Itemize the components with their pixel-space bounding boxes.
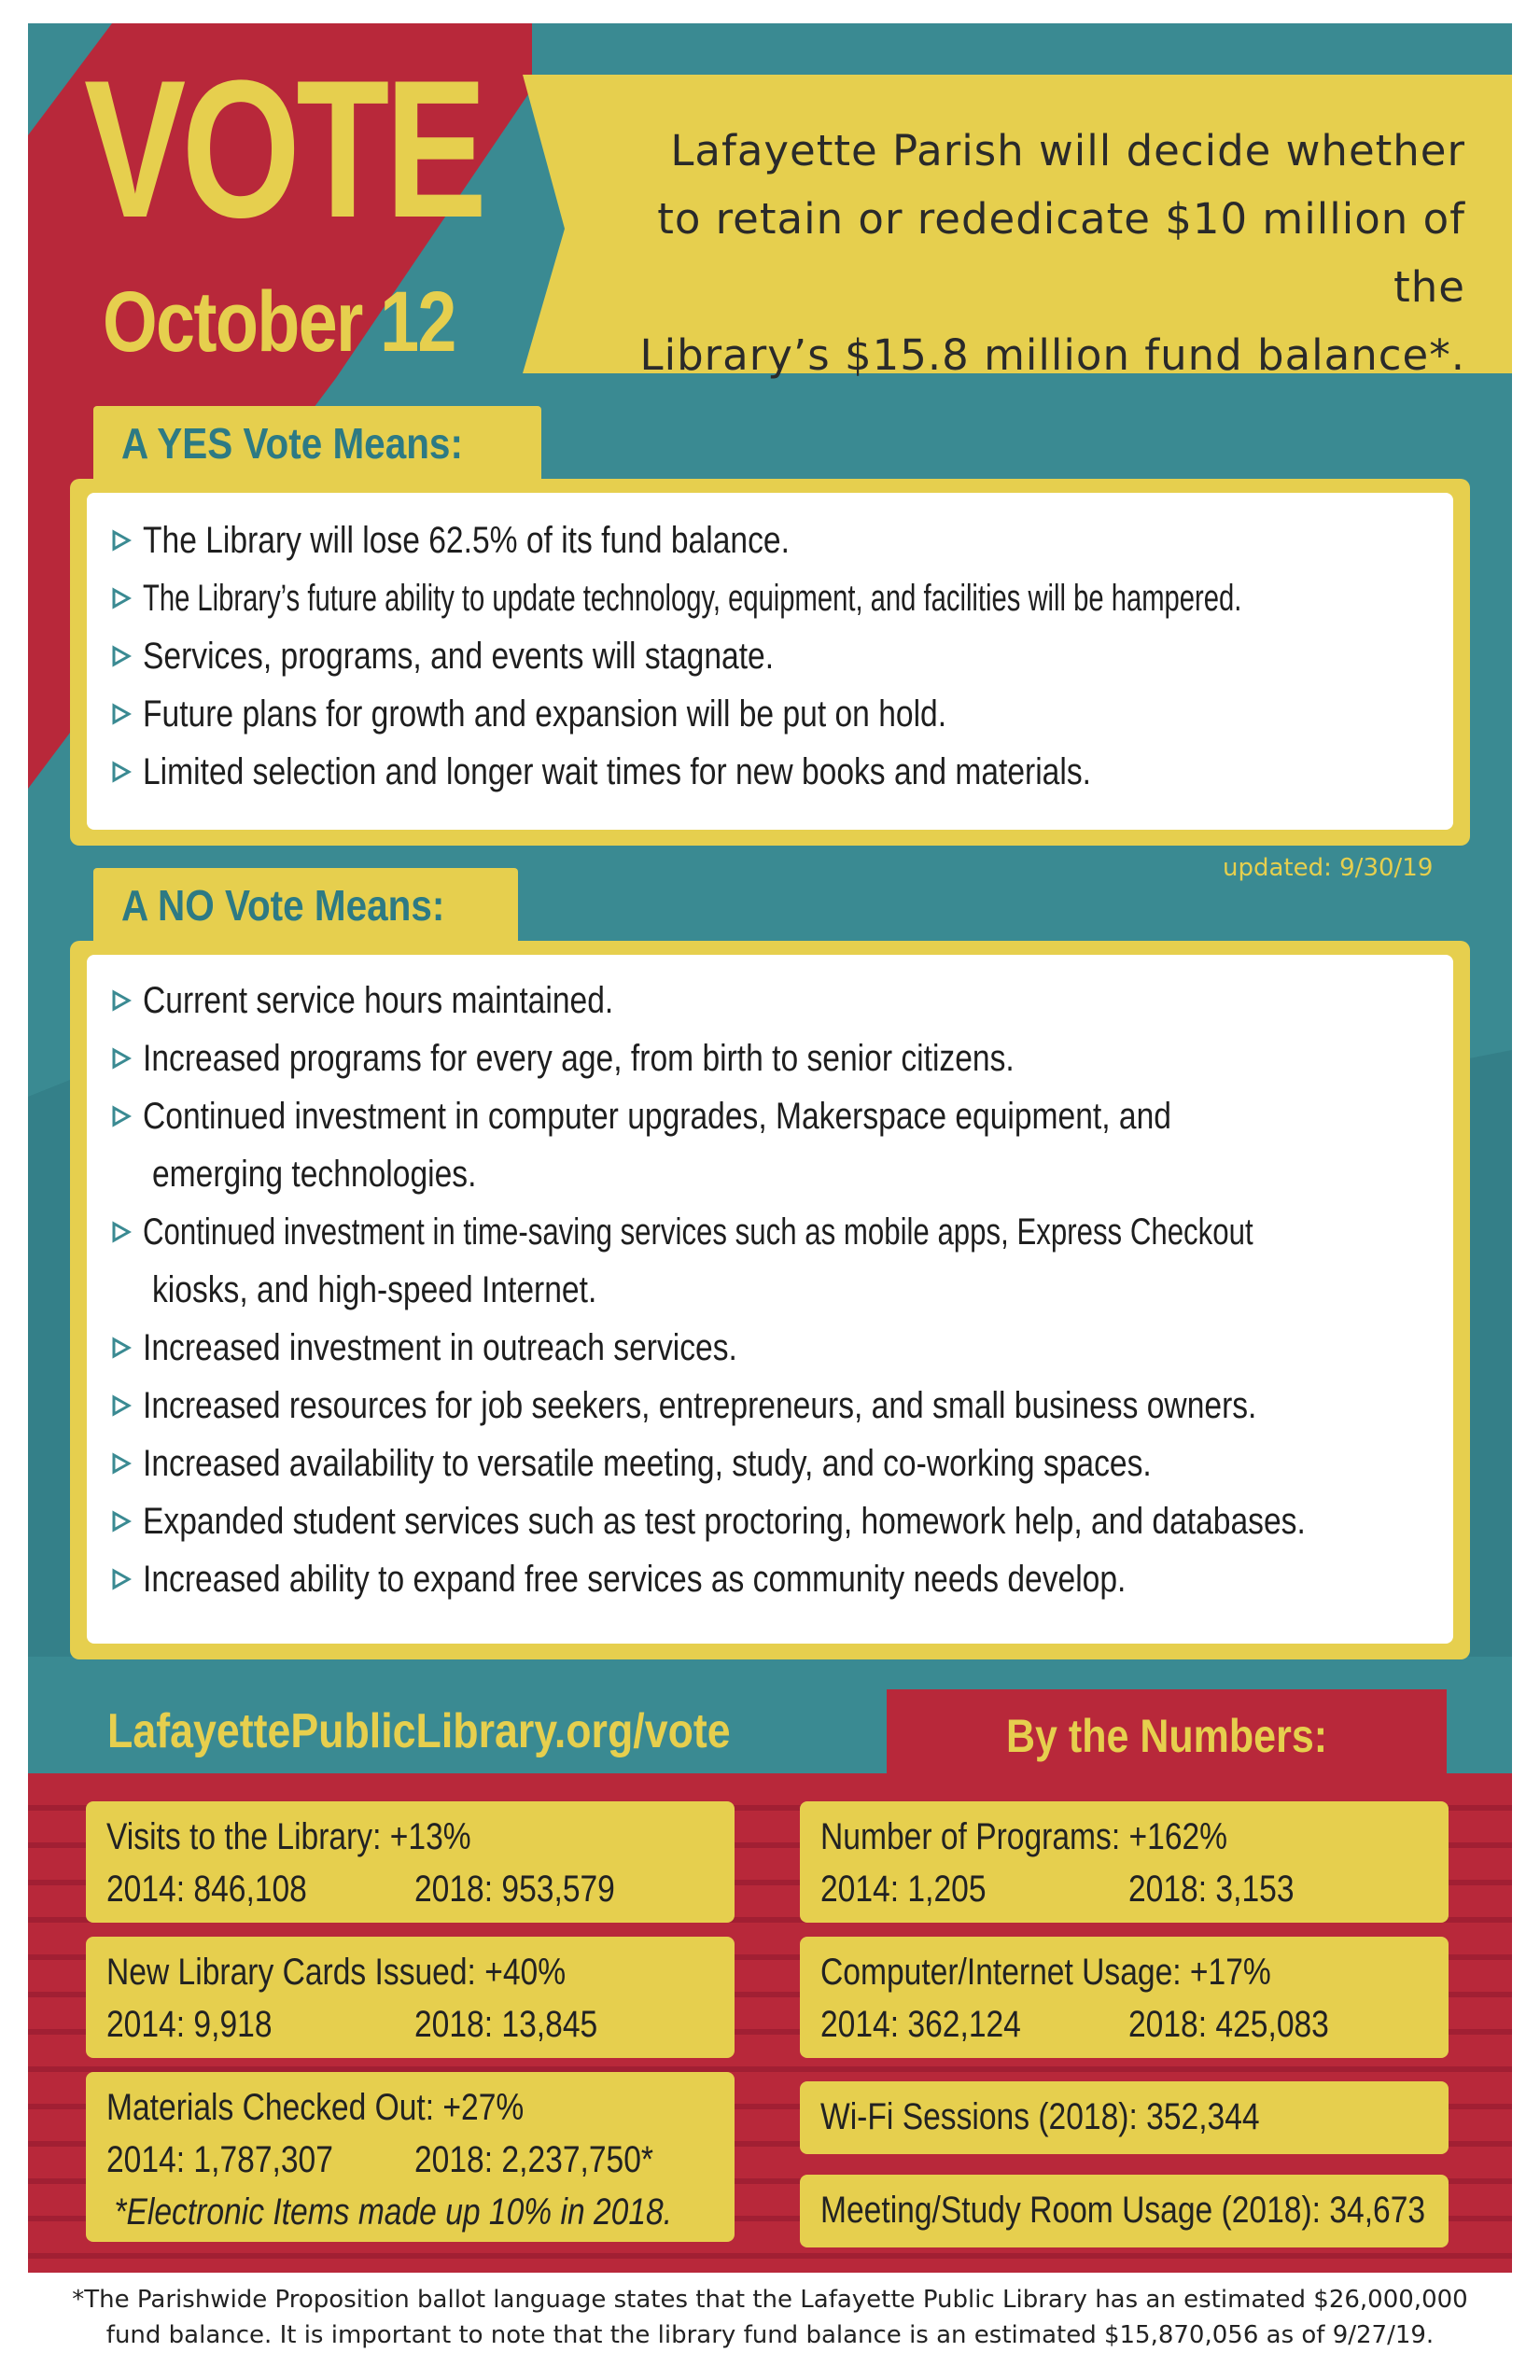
vote-date: October 12	[103, 274, 455, 370]
list-item-text: Increased availability to versatile meeting, study, and co-working spaces.	[143, 1443, 1152, 1484]
stat-2018: 2018: 2,237,750*	[414, 2139, 653, 2180]
stat-2018: 2018: 425,083	[1128, 2004, 1329, 2045]
list-item	[111, 1435, 1429, 1492]
stat-programs	[800, 1801, 1449, 1923]
stat-2014: 2014: 846,108	[106, 1869, 307, 1910]
arrow-bullet-icon	[111, 1377, 143, 1435]
stat-2018: 2018: 953,579	[414, 1869, 615, 1910]
list-item	[111, 1029, 1429, 1087]
stat-2014: 2014: 9,918	[106, 2004, 273, 2045]
headline-line: Library’s $15.8 million fund balance*.	[639, 330, 1465, 380]
stat-note: *Electronic Items made up 10% in 2018.	[114, 2191, 673, 2233]
list-item-text: The Library’s future ability to update technology, equipment, and facilities will be hampered.	[143, 578, 1242, 619]
no-vote-title: A NO Vote Means:	[121, 881, 445, 930]
updated-date: updated: 9/30/19	[1223, 854, 1434, 882]
stat-title: New Library Cards Issued: +40%	[106, 1952, 567, 1993]
stat-2014: 2014: 1,205	[820, 1869, 987, 1910]
vote-url-link[interactable]: LafayettePublicLibrary.org/vote	[107, 1704, 731, 1758]
arrow-bullet-icon	[111, 1029, 143, 1087]
headline	[607, 117, 1465, 389]
yes-vote-list	[87, 493, 1453, 830]
footnote	[28, 2282, 1512, 2353]
stat-wifi	[800, 2081, 1449, 2154]
list-item	[111, 685, 1429, 743]
list-item-text: Expanded student services such as test proctoring, homework help, and databases.	[143, 1501, 1306, 1542]
arrow-bullet-icon	[111, 1435, 143, 1492]
list-item-text: Continued investment in time-saving services such as mobile apps, Express Checkout	[143, 1211, 1253, 1253]
arrow-bullet-icon	[111, 627, 143, 685]
list-item	[111, 1087, 1429, 1145]
list-item-text: Increased ability to expand free services as community needs develop.	[143, 1559, 1127, 1600]
stat-rooms	[800, 2175, 1449, 2247]
list-item-text: Increased programs for every age, from birth to senior citizens.	[143, 1038, 1015, 1079]
vote-title: VOTE	[84, 39, 483, 259]
list-item	[111, 1550, 1429, 1608]
list-item	[111, 1377, 1429, 1435]
list-item	[111, 1203, 1429, 1261]
footnote-line: *The Parishwide Proposition ballot language states that the Lafayette Public Library has an estimated $26,000,000	[72, 2286, 1468, 2314]
arrow-bullet-icon	[111, 1550, 143, 1608]
stat-computer	[800, 1937, 1449, 2058]
headline-line: to retain or rededicate $10 million of the	[657, 194, 1465, 312]
no-vote-list	[87, 955, 1453, 1644]
list-item-text: The Library will lose 62.5% of its fund balance.	[143, 520, 790, 561]
list-item-text: Limited selection and longer wait times for new books and materials.	[143, 751, 1091, 792]
stat-title: Visits to the Library: +13%	[106, 1816, 471, 1857]
flyer	[28, 23, 1512, 2273]
list-item	[111, 569, 1429, 627]
arrow-bullet-icon	[111, 1087, 143, 1145]
stat-title: Computer/Internet Usage: +17%	[820, 1952, 1271, 1993]
arrow-bullet-icon	[111, 972, 143, 1029]
stat-materials	[86, 2072, 735, 2242]
arrow-bullet-icon	[111, 511, 143, 569]
stat-2014: 2014: 1,787,307	[106, 2139, 333, 2180]
headline-line: Lafayette Parish will decide whether	[670, 126, 1465, 175]
list-item	[111, 1319, 1429, 1377]
list-item-text: Increased investment in outreach services.	[143, 1327, 737, 1368]
list-item	[111, 511, 1429, 569]
list-item-continuation	[111, 1261, 1429, 1319]
list-item-text: Future plans for growth and expansion will be put on hold.	[143, 693, 947, 735]
list-item-text: emerging technologies.	[152, 1154, 477, 1195]
stat-2018: 2018: 3,153	[1128, 1869, 1295, 1910]
arrow-bullet-icon	[111, 1203, 143, 1261]
arrow-bullet-icon	[111, 569, 143, 627]
stat-2014: 2014: 362,124	[820, 2004, 1021, 2045]
by-the-numbers-title: By the Numbers:	[1005, 1710, 1328, 1762]
arrow-bullet-icon	[111, 743, 143, 801]
arrow-bullet-icon	[111, 1492, 143, 1550]
yes-vote-title: A YES Vote Means:	[121, 419, 463, 468]
arrow-bullet-icon	[111, 1319, 143, 1377]
list-item-text: Continued investment in computer upgrades, Makerspace equipment, and	[143, 1096, 1171, 1137]
list-item-text: Services, programs, and events will stagnate.	[143, 636, 775, 677]
stat-2018: 2018: 13,845	[414, 2004, 598, 2045]
list-item-text: Increased resources for job seekers, entrepreneurs, and small business owners.	[143, 1385, 1257, 1426]
list-item	[111, 743, 1429, 801]
stat-visits	[86, 1801, 735, 1923]
by-the-numbers-tab	[887, 1689, 1447, 1773]
list-item	[111, 1492, 1429, 1550]
list-item	[111, 972, 1429, 1029]
list-item-text: Current service hours maintained.	[143, 980, 614, 1021]
stat-title: Wi-Fi Sessions (2018): 352,344	[820, 2096, 1260, 2137]
stat-cards	[86, 1937, 735, 2058]
stat-title: Meeting/Study Room Usage (2018): 34,673	[820, 2190, 1426, 2231]
list-item-continuation	[111, 1145, 1429, 1203]
arrow-bullet-icon	[111, 685, 143, 743]
stat-title: Materials Checked Out: +27%	[106, 2087, 525, 2128]
stat-title: Number of Programs: +162%	[820, 1816, 1228, 1857]
footnote-line: fund balance. It is important to note that the library fund balance is an estimated $15,870,056 as of 9/27/19.	[105, 2321, 1435, 2349]
list-item-text: kiosks, and high-speed Internet.	[152, 1269, 597, 1310]
list-item	[111, 627, 1429, 685]
